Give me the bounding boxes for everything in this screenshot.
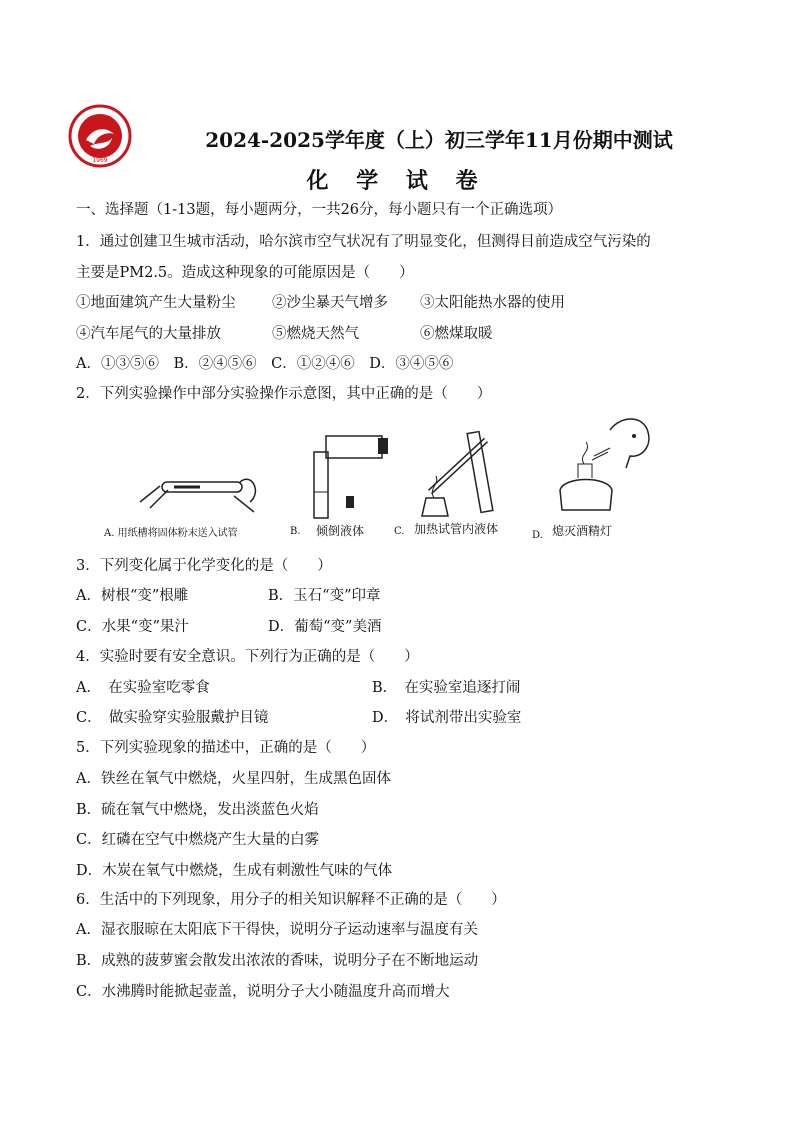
q6-stem: 6．生活中的下列现象，用分子的相关知识解释不正确的是（ ） bbox=[76, 892, 506, 908]
q5-option-d: D．木炭在氧气中燃烧，生成有刺激性气味的气体 bbox=[76, 863, 393, 879]
q1-item-4: ④汽车尾气的大量排放 bbox=[76, 326, 221, 342]
q4-stem: 4．实验时要有安全意识。下列行为正确的是（ ） bbox=[76, 649, 419, 665]
pouring-liquid-icon bbox=[300, 432, 400, 522]
q1-item-6: ⑥燃煤取暖 bbox=[420, 326, 493, 342]
q5-stem: 5．下列实验现象的描述中，正确的是（ ） bbox=[76, 740, 376, 756]
q1-stem-line1: 1．通过创建卫生城市活动，哈尔滨市空气状况有了明显变化，但测得目前造成空气污染的 bbox=[76, 234, 651, 250]
figure-a-label: A. 用纸槽将固体粉末送入试管 bbox=[104, 528, 238, 539]
paper-trough-test-tube-icon bbox=[130, 462, 270, 522]
q4-option-c: C． 做实验穿实验服戴护目镜 bbox=[76, 710, 269, 726]
figure-b-label: 倾倒液体 bbox=[316, 524, 365, 538]
q3-option-d: D．葡萄“变”美酒 bbox=[268, 619, 382, 635]
q4-option-a: A． 在实验室吃零食 bbox=[76, 680, 210, 696]
q5-option-c: C．红磷在空气中燃烧产生大量的白雾 bbox=[76, 832, 320, 848]
figure-c-letter: C. bbox=[394, 526, 405, 537]
q1-options: A．①③⑤⑥ B．②④⑤⑥ C．①②④⑥ D．③④⑤⑥ bbox=[76, 356, 454, 372]
q1-item-5: ⑤燃烧天然气 bbox=[272, 326, 359, 342]
section-heading: 一、选择题（1-13题，每小题两分，一共26分，每小题只有一个正确选项） bbox=[76, 202, 563, 218]
q3-stem: 3．下列变化属于化学变化的是（ ） bbox=[76, 558, 332, 574]
figure-d-label: 熄灭酒精灯 bbox=[552, 524, 613, 538]
q3-option-a: A．树根“变”根雕 bbox=[76, 588, 189, 604]
q3-option-c: C．水果“变”果汁 bbox=[76, 619, 189, 635]
figure-b-letter: B. bbox=[290, 526, 301, 537]
svg-text:1969: 1969 bbox=[92, 157, 108, 164]
figure-d-letter: D. bbox=[532, 530, 543, 541]
q3-option-b: B．玉石“变”印章 bbox=[268, 588, 381, 604]
q1-item-3: ③太阳能热水器的使用 bbox=[420, 295, 565, 311]
heating-test-tube-icon bbox=[408, 430, 518, 520]
exam-title: 2024-2025学年度（上）初三学年11月份期中测试 bbox=[205, 128, 673, 152]
q5-option-b: B．硫在氧气中燃烧，发出淡蓝色火焰 bbox=[76, 802, 319, 818]
q4-option-b: B． 在实验室追逐打闹 bbox=[372, 680, 521, 696]
q5-option-a: A．铁丝在氧气中燃烧，火星四射，生成黑色固体 bbox=[76, 771, 391, 787]
q1-item-1: ①地面建筑产生大量粉尘 bbox=[76, 295, 236, 311]
q6-option-b: B．成熟的菠萝蜜会散发出浓浓的香味，说明分子在不断地运动 bbox=[76, 953, 479, 969]
blowing-out-lamp-icon bbox=[548, 410, 668, 520]
q6-option-a: A．湿衣服晾在太阳底下干得快，说明分子运动速率与温度有关 bbox=[76, 922, 478, 938]
q1-item-2: ②沙尘暴天气增多 bbox=[272, 295, 388, 311]
exam-subtitle: 化 学 试 卷 bbox=[306, 168, 488, 194]
q2-stem: 2．下列实验操作中部分实验操作示意图，其中正确的是（ ） bbox=[76, 386, 492, 402]
q6-option-c: C．水沸腾时能掀起壶盖，说明分子大小随温度升高而增大 bbox=[76, 984, 450, 1000]
q4-option-d: D． 将试剂带出实验室 bbox=[372, 710, 522, 726]
figure-c-label: 加热试管内液体 bbox=[414, 522, 499, 536]
q1-stem-line2: 主要是PM2.5。造成这种现象的可能原因是（ ） bbox=[76, 265, 414, 281]
